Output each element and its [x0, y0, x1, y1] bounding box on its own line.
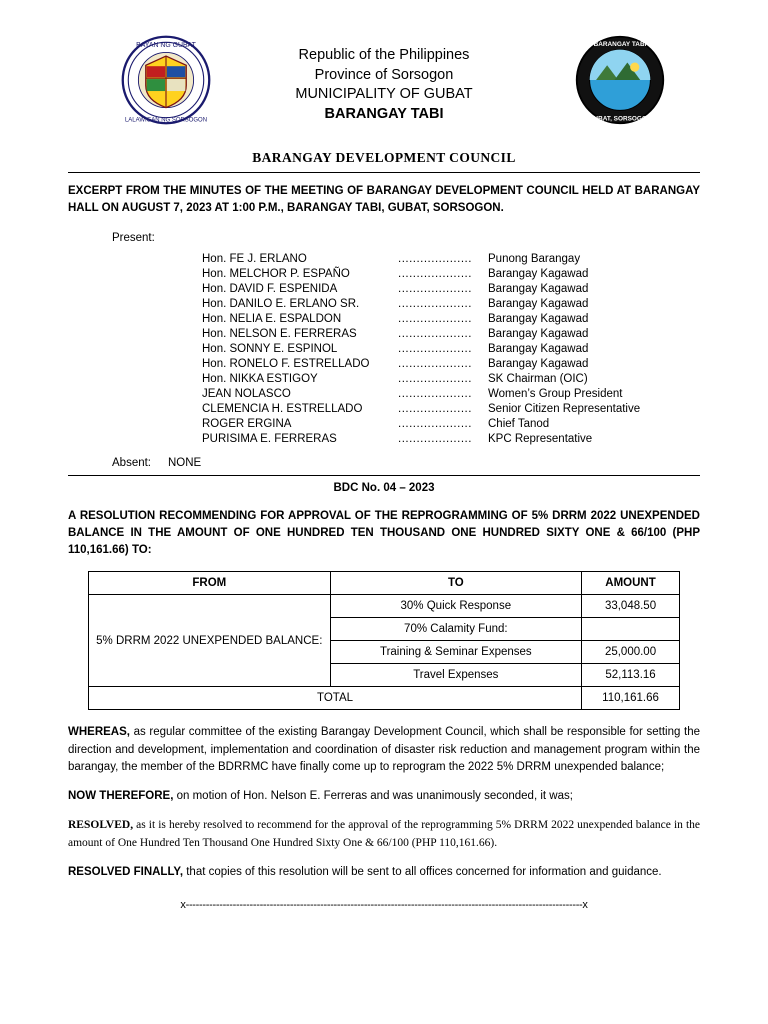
attendee-name: Hon. DAVID F. ESPENIDA	[202, 283, 338, 295]
attendee-name: Hon. NELSON E. FERRERAS	[202, 328, 357, 340]
now-therefore-lead: NOW THEREFORE,	[68, 790, 174, 802]
attendee-role: Barangay Kagawad	[488, 298, 589, 310]
attendee-role: Barangay Kagawad	[488, 283, 589, 295]
to-cell: 30% Quick Response	[330, 595, 581, 618]
attendee-role: Barangay Kagawad	[488, 268, 589, 280]
from-cell: 5% DRRM 2022 UNEXPENDED BALANCE:	[89, 595, 331, 687]
attendee-name: CLEMENCIA H. ESTRELLADO	[202, 403, 363, 415]
attendee-role: Punong Barangay	[488, 253, 581, 265]
attendee-name: JEAN NOLASCO	[202, 388, 291, 400]
paragraph-whereas	[68, 724, 700, 776]
resolution-title: A RESOLUTION RECOMMENDING FOR APPROVAL OF THE REPROGRAMMING OF 5% DRRM 2022 UNEXPENDED BALANCE IN THE AMOUNT OF ONE HUNDRED TEN THOUSAND ONE HUNDRED SIXTY ONE & 66/100 (PHP 110,161.66) TO:	[68, 509, 700, 556]
resolved-lead: RESOLVED,	[68, 819, 134, 832]
attendee-name: Hon. FE J. ERLANO	[202, 253, 307, 265]
dots-filler: ....................	[398, 328, 472, 340]
table-row	[202, 312, 640, 327]
reprogramming-table	[88, 571, 680, 710]
dots-filler: ....................	[398, 283, 472, 295]
table-row	[202, 327, 640, 342]
amount-cell: 33,048.50	[582, 595, 680, 618]
attendee-role: Barangay Kagawad	[488, 328, 589, 340]
dots-filler: ....................	[398, 268, 472, 280]
to-cell: 70% Calamity Fund:	[330, 618, 581, 641]
attendee-role: SK Chairman (OIC)	[488, 373, 588, 385]
resolved-finally-lead: RESOLVED FINALLY,	[68, 865, 184, 878]
table-row	[202, 417, 640, 432]
excerpt-paragraph: EXCERPT FROM THE MINUTES OF THE MEETING OF BARANGAY DEVELOPMENT COUNCIL HELD AT BARANGAY HALL ON AUGUST 7, 2023 AT 1:00 P.M., BARANGAY TABI, GUBAT, SORSOGON.	[68, 185, 700, 215]
total-amount: 110,161.66	[582, 687, 680, 710]
dots-filler: ....................	[398, 358, 472, 370]
dots-filler: ....................	[398, 388, 472, 400]
divider-top	[68, 172, 700, 173]
svg-text:LALAWIGAN NG SORSOGON: LALAWIGAN NG SORSOGON	[124, 117, 208, 124]
column-header-to: TO	[330, 572, 581, 595]
header-line-municipality: MUNICIPALITY OF GUBAT	[295, 86, 473, 103]
attendee-name: Hon. NELIA E. ESPALDON	[202, 313, 342, 325]
municipality-seal-icon	[120, 34, 212, 126]
amount-cell: 52,113.16	[582, 664, 680, 687]
attendee-name: Hon. DANILO E. ERLANO SR.	[202, 298, 360, 310]
svg-text:GUBAT, SORSOGON: GUBAT, SORSOGON	[588, 115, 652, 123]
table-row	[202, 402, 640, 417]
table-row	[202, 297, 640, 312]
attendee-name: Hon. MELCHOR P. ESPAÑO	[202, 268, 350, 280]
column-header-amount: AMOUNT	[582, 572, 680, 595]
svg-text:BARANGAY TABI: BARANGAY TABI	[593, 40, 647, 48]
table-row	[202, 372, 640, 387]
header-line-barangay: BARANGAY TABI	[324, 105, 444, 122]
attendee-role: Barangay Kagawad	[488, 358, 589, 370]
table-row	[202, 282, 640, 297]
attendee-role: Senior Citizen Representative	[488, 403, 641, 415]
now-therefore-text: on motion of Hon. Nelson E. Ferreras and was unanimously seconded, it was;	[173, 790, 573, 802]
column-header-from: FROM	[89, 572, 331, 595]
table-row	[202, 252, 640, 267]
table-row	[202, 432, 640, 447]
attendee-table	[202, 252, 640, 447]
paragraph-resolved-finally	[68, 864, 700, 881]
document-header	[68, 28, 700, 138]
dots-filler: ....................	[398, 433, 472, 445]
table-row	[89, 595, 680, 618]
absent-label: Absent:	[112, 456, 151, 469]
table-row	[202, 357, 640, 372]
attendee-name: PURISIMA E. FERRERAS	[202, 433, 337, 445]
attendee-role: Chief Tanod	[488, 418, 550, 430]
resolved-text: as it is hereby resolved to recommend for the approval of the reprogramming 5% DRRM 2022 unexpended balance in the amount of One Hundred Ten Thousand One Hundred Sixty One & 66/100 (PHP 110,161.66).	[68, 819, 700, 849]
attendee-name: Hon. RONELO F. ESTRELLADO	[202, 358, 370, 370]
attendee-name: Hon. NIKKA ESTIGOY	[202, 373, 318, 385]
present-label: Present:	[112, 231, 155, 244]
to-cell: Travel Expenses	[330, 664, 581, 687]
amount-cell	[582, 618, 680, 641]
dots-filler: ....................	[398, 313, 472, 325]
header-line-republic: Republic of the Philippines	[298, 47, 470, 63]
dots-filler: ....................	[398, 418, 472, 430]
attendee-name: Hon. SONNY E. ESPINOL	[202, 343, 338, 355]
total-label: TOTAL	[89, 687, 582, 710]
to-cell: Training & Seminar Expenses	[330, 641, 581, 664]
header-line-province: Province of Sorsogon	[314, 66, 454, 83]
table-header-row	[89, 572, 680, 595]
table-row	[202, 267, 640, 282]
divider-middle	[68, 475, 700, 476]
attendee-name: ROGER ERGINA	[202, 418, 292, 430]
whereas-lead: WHEREAS,	[68, 726, 130, 739]
attendee-role: Women’s Group President	[488, 388, 623, 400]
paragraph-now-therefore	[68, 788, 700, 805]
whereas-text: as regular committee of the existing Barangay Development Council, which shall be responsible for setting the direction and development, implementation and coordination of disaster risk reduction and management program within the barangay, the member of the BDRRMC have finally come up to reprogram the 2022 5% DRRM unexpended balance;	[68, 726, 700, 773]
absent-value: NONE	[168, 456, 202, 469]
attendee-role: KPC Representative	[488, 433, 593, 445]
table-total-row	[89, 687, 680, 710]
resolved-finally-text: that copies of this resolution will be sent to all offices concerned for information and guidance.	[183, 865, 662, 878]
dots-filler: ....................	[398, 298, 472, 310]
amount-cell: 25,000.00	[582, 641, 680, 664]
dots-filler: ....................	[398, 253, 472, 265]
dots-filler: ....................	[398, 403, 472, 415]
attendee-role: Barangay Kagawad	[488, 343, 589, 355]
svg-text:BAYAN NG GUBAT: BAYAN NG GUBAT	[136, 41, 196, 49]
dots-filler: ....................	[398, 373, 472, 385]
paragraph-resolved	[68, 817, 700, 852]
table-row	[202, 387, 640, 402]
attendee-role: Barangay Kagawad	[488, 313, 589, 325]
bdc-number: BDC No. 04 – 2023	[333, 481, 435, 494]
barangay-seal-icon	[574, 34, 666, 126]
dots-filler: ....................	[398, 343, 472, 355]
dashed-separator: x----------------------------------------------------------------------------------------------------------------------x	[180, 899, 588, 911]
absent-row	[112, 457, 700, 469]
page-title: BARANGAY DEVELOPMENT COUNCIL	[252, 150, 516, 165]
table-row	[202, 342, 640, 357]
